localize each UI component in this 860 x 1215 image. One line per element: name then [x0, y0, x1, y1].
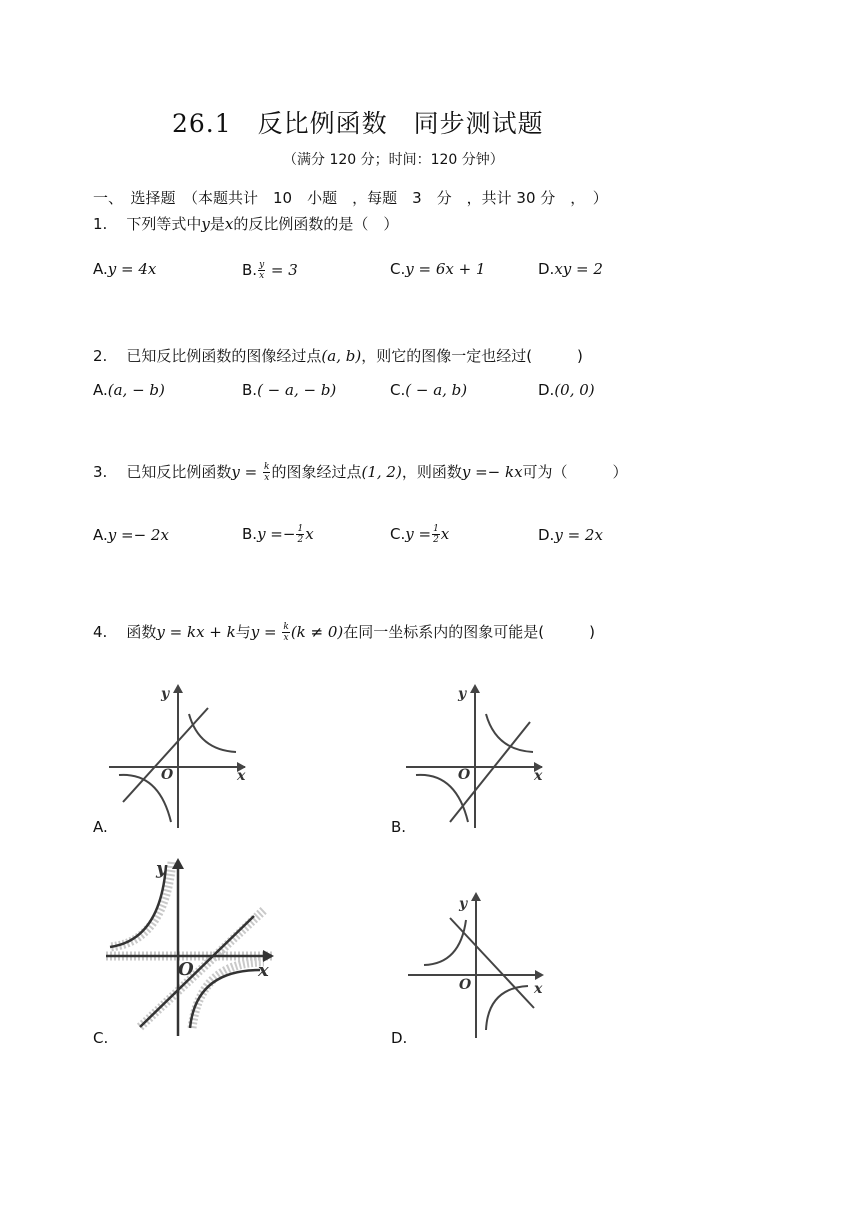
- option-math: y = 6x + 1: [405, 260, 486, 278]
- option-math: (a, − b): [107, 381, 165, 399]
- option-math: y =−: [257, 525, 296, 543]
- question-text: 的反比例函数的是（ ）: [233, 215, 399, 233]
- q1-option-c: [390, 260, 485, 278]
- graph-b: [402, 680, 562, 830]
- option-math: ( − a, b): [405, 381, 468, 399]
- option-label: C.: [390, 260, 406, 278]
- q2-option-b: [242, 381, 336, 399]
- option-label: A.: [93, 526, 108, 544]
- math-expr: y =− kx: [461, 463, 523, 481]
- page-subtitle: （满分 120 分；时间：120 分钟）: [283, 152, 504, 168]
- q2-option-d: [538, 381, 595, 399]
- option-label: C.: [390, 381, 406, 399]
- graph-d: [404, 890, 559, 1040]
- q4-option-d: D.: [391, 1029, 408, 1047]
- question-number: 3.: [93, 463, 108, 481]
- math-expr: y =: [231, 463, 262, 481]
- x-axis-label: x: [258, 960, 269, 981]
- frac-num: k: [264, 462, 270, 472]
- option-label: D.: [538, 381, 555, 399]
- hyperbola-branch-upper: [486, 714, 533, 752]
- y-axis-arrow: [470, 684, 480, 693]
- option-label: D.: [538, 526, 555, 544]
- graph-a: [105, 680, 265, 830]
- fraction: [432, 524, 440, 545]
- option-label: A.: [93, 381, 108, 399]
- option-label: D.: [538, 260, 555, 278]
- q1-option-a: [93, 260, 156, 278]
- option-math: ( − a, − b): [257, 381, 337, 399]
- y-axis-label: y: [161, 686, 170, 702]
- math-var: y: [201, 215, 210, 233]
- graph-c: [104, 852, 279, 1038]
- q3-option-c: [390, 524, 449, 545]
- fraction: [282, 622, 289, 643]
- question-text: 已知反比例函数: [126, 463, 232, 481]
- question-number: 2.: [93, 347, 108, 365]
- question-1: [93, 213, 398, 234]
- question-text: 与: [235, 623, 251, 641]
- math-expr: (k ≠ 0): [290, 623, 344, 641]
- question-text: 在同一坐标系内的图象可能是( ): [343, 623, 595, 641]
- option-label: B.: [242, 261, 258, 279]
- hyperbola-branch-upper: [189, 714, 236, 752]
- hyperbola-branch-lower: [486, 986, 528, 1030]
- x-axis-label: x: [237, 768, 246, 784]
- origin-label: O: [458, 767, 471, 783]
- origin-label: O: [459, 977, 472, 993]
- question-text: 已知反比例函数的图像经过点: [126, 347, 322, 365]
- option-math: y = 2x: [554, 526, 603, 544]
- origin-label: O: [178, 959, 194, 980]
- q4-option-c: C.: [93, 1029, 109, 1047]
- frac-den: x: [283, 633, 289, 643]
- linear-function-line: [123, 708, 208, 802]
- option-math: = 3: [266, 261, 298, 279]
- math-var: x: [224, 215, 234, 233]
- fraction: [263, 462, 270, 483]
- option-label: B.: [242, 381, 258, 399]
- origin-label: O: [161, 767, 174, 783]
- frac-den: x: [264, 473, 270, 483]
- option-math: y =: [405, 525, 432, 543]
- y-axis-label: y: [156, 858, 167, 879]
- question-text: 可为（ ）: [522, 463, 628, 481]
- question-text: 是: [209, 215, 225, 233]
- option-math: x: [305, 525, 314, 543]
- question-text: ，则函数: [401, 463, 462, 481]
- question-number: 1.: [93, 215, 108, 233]
- question-number: 4.: [93, 623, 108, 641]
- scan-noise: [192, 962, 264, 1028]
- frac-den: 2: [433, 535, 439, 545]
- frac-num: k: [283, 622, 289, 632]
- x-axis-label: x: [534, 981, 543, 997]
- question-text: 下列等式中: [126, 215, 202, 233]
- section-heading: 一、 选择题 （本题共计 10 小题 ，每题 3 分 ，共计 30 分 ， ）: [93, 189, 608, 207]
- frac-den: 2: [297, 535, 304, 545]
- frac-num: 1: [297, 524, 304, 534]
- y-axis-label: y: [459, 896, 468, 912]
- option-math: xy = 2: [554, 260, 603, 278]
- question-2: [93, 345, 583, 366]
- q4-option-a: A.: [93, 818, 108, 836]
- hyperbola-branch-upper: [424, 920, 466, 965]
- x-axis-arrow: [535, 970, 544, 980]
- option-math: y =− 2x: [107, 526, 169, 544]
- q2-option-a: [93, 381, 165, 399]
- math-expr: y = kx + k: [156, 623, 236, 641]
- q2-option-c: [390, 381, 467, 399]
- frac-den: x: [259, 271, 265, 281]
- math-expr: (1, 2): [361, 463, 402, 481]
- option-math: (0, 0): [554, 381, 595, 399]
- q3-option-b: [242, 524, 314, 545]
- math-expr: (a, b): [321, 347, 362, 365]
- question-3: [93, 461, 628, 483]
- math-expr: y =: [250, 623, 282, 641]
- fraction: [296, 524, 304, 545]
- y-axis-arrow: [471, 892, 481, 901]
- option-math: y = 4x: [107, 260, 157, 278]
- option-label: A.: [93, 260, 108, 278]
- q1-option-b: [242, 260, 298, 281]
- x-axis-label: x: [534, 768, 543, 784]
- option-label: C.: [390, 525, 406, 543]
- y-axis-label: y: [458, 686, 467, 702]
- option-label: B.: [242, 525, 258, 543]
- question-text: 的图象经过点: [271, 463, 362, 481]
- hyperbola-branch-lower: [190, 970, 260, 1028]
- question-text: ，则它的图像一定也经过( ): [361, 347, 583, 365]
- question-4: [93, 621, 595, 643]
- q3-option-d: [538, 526, 603, 544]
- option-math: x: [440, 525, 450, 543]
- frac-num: y: [259, 260, 265, 270]
- fraction: [258, 260, 265, 281]
- frac-num: 1: [433, 524, 439, 534]
- q1-option-d: [538, 260, 603, 278]
- q4-option-b: B.: [391, 818, 407, 836]
- question-text: 函数: [126, 623, 157, 641]
- page-title: 26.1 反比例函数 同步测试题: [172, 109, 544, 138]
- q3-option-a: [93, 526, 169, 544]
- y-axis-arrow: [173, 684, 183, 693]
- linear-function-line: [450, 918, 534, 1008]
